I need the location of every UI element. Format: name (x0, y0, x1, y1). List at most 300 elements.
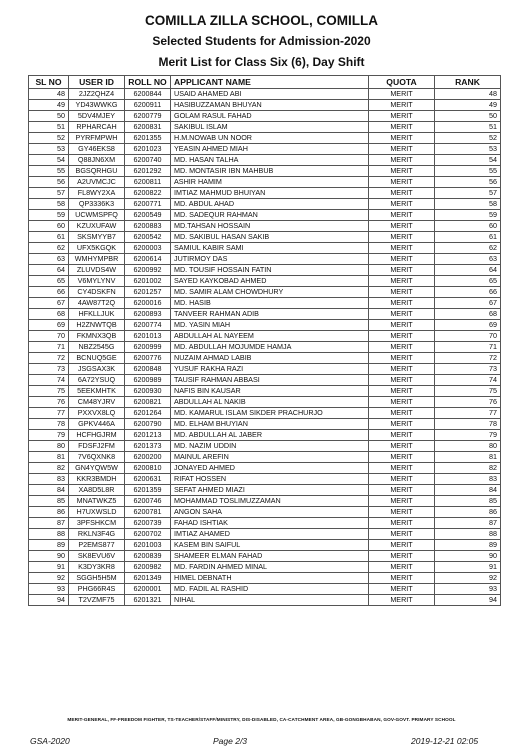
table-row (29, 111, 501, 122)
rank-cell: 85 (435, 496, 501, 507)
quota-cell: MERIT (369, 430, 435, 441)
applicant-name-cell: NUZAIM AHMAD LABIB (171, 353, 369, 364)
rank-cell: 51 (435, 122, 501, 133)
footer-document-code: GSA-2020 (30, 736, 70, 746)
quota-cell: MERIT (369, 254, 435, 265)
applicant-name-cell: HASIBUZZAMAN BHUYAN (171, 100, 369, 111)
quota-legend: MERIT-GENERAL, FF-FREEDOM FIGHTER, TS-TEACHER/STAFF/MINISTRY, DIS-DISABLED, CA-CATCHMENT AREA, GB-GONGBHABAN, GOV-GOVT. PRIMARY SCHOOL (67, 717, 456, 722)
applicant-name-cell: MD. KAMARUL ISLAM SIKDER PRACHURJO (171, 408, 369, 419)
quota-cell: MERIT (369, 232, 435, 243)
sl-no-cell: 91 (29, 562, 69, 573)
quota-cell: MERIT (369, 518, 435, 529)
sl-no-cell: 86 (29, 507, 69, 518)
quota-cell: MERIT (369, 111, 435, 122)
sl-no-cell: 71 (29, 342, 69, 353)
applicant-name-cell: MD. SAMIR ALAM CHOWDHURY (171, 287, 369, 298)
applicant-name-cell: MAINUL AREFIN (171, 452, 369, 463)
user-id-cell: GN4YQW5W (69, 463, 125, 474)
table-row (29, 507, 501, 518)
quota-cell: MERIT (369, 529, 435, 540)
table-row (29, 298, 501, 309)
table-row (29, 540, 501, 551)
user-id-cell: KZUXUFAW (69, 221, 125, 232)
sl-no-cell: 77 (29, 408, 69, 419)
table-header-row (29, 76, 501, 89)
applicant-name-cell: HIMEL DEBNATH (171, 573, 369, 584)
applicant-name-cell: MD. ELHAM BHUYIAN (171, 419, 369, 430)
roll-no-cell: 6200930 (125, 386, 171, 397)
quota-cell: MERIT (369, 441, 435, 452)
table-row (29, 155, 501, 166)
user-id-cell: HCFHGJRM (69, 430, 125, 441)
quota-cell: MERIT (369, 287, 435, 298)
sl-no-cell: 55 (29, 166, 69, 177)
applicant-name-cell: ABDULLAH AL NAYEEM (171, 331, 369, 342)
user-id-cell: 4AW87T2Q (69, 298, 125, 309)
applicant-name-cell: MD. FADIL AL RASHID (171, 584, 369, 595)
roll-no-cell: 6201264 (125, 408, 171, 419)
roll-no-cell: 6201023 (125, 144, 171, 155)
quota-cell: MERIT (369, 243, 435, 254)
sl-no-cell: 88 (29, 529, 69, 540)
rank-cell: 73 (435, 364, 501, 375)
rank-cell: 49 (435, 100, 501, 111)
table-row (29, 452, 501, 463)
applicant-name-cell: JUTIRMOY DAS (171, 254, 369, 265)
table-row (29, 485, 501, 496)
roll-no-cell: 6201257 (125, 287, 171, 298)
quota-cell: MERIT (369, 584, 435, 595)
applicant-name-cell: MD. HASAN TALHA (171, 155, 369, 166)
quota-cell: MERIT (369, 144, 435, 155)
sl-no-cell: 48 (29, 89, 69, 100)
table-row (29, 243, 501, 254)
roll-no-cell: 6200811 (125, 177, 171, 188)
roll-no-cell: 6200822 (125, 188, 171, 199)
sl-no-cell: 82 (29, 463, 69, 474)
roll-no-cell: 6200844 (125, 89, 171, 100)
sl-no-cell: 58 (29, 199, 69, 210)
applicant-name-cell: TAUSIF RAHMAN ABBASI (171, 375, 369, 386)
rank-cell: 84 (435, 485, 501, 496)
applicant-name-cell: TANVEER RAHMAN ADIB (171, 309, 369, 320)
user-id-cell: H2ZNWTQB (69, 320, 125, 331)
rank-cell: 91 (435, 562, 501, 573)
table-row (29, 353, 501, 364)
rank-cell: 53 (435, 144, 501, 155)
rank-cell: 56 (435, 177, 501, 188)
sl-no-cell: 78 (29, 419, 69, 430)
roll-no-cell: 6201359 (125, 485, 171, 496)
table-row (29, 364, 501, 375)
sl-no-cell: 80 (29, 441, 69, 452)
roll-no-cell: 6200893 (125, 309, 171, 320)
table-row (29, 221, 501, 232)
rank-cell: 83 (435, 474, 501, 485)
merit-list-title: Merit List for Class Six (6), Day Shift (158, 55, 365, 69)
applicant-name-cell: MD. ABDULLAH AL JABER (171, 430, 369, 441)
sl-no-cell: 68 (29, 309, 69, 320)
user-id-cell: JSGSAX3K (69, 364, 125, 375)
applicant-name-cell: SHAMEER ELMAN FAHAD (171, 551, 369, 562)
sl-no-cell: 56 (29, 177, 69, 188)
table-row (29, 441, 501, 452)
table-row (29, 551, 501, 562)
table-row (29, 210, 501, 221)
table-row (29, 419, 501, 430)
sl-no-cell: 87 (29, 518, 69, 529)
applicant-name-cell: RIFAT HOSSEN (171, 474, 369, 485)
table-row (29, 166, 501, 177)
user-id-cell: FL8WY2XA (69, 188, 125, 199)
quota-cell: MERIT (369, 331, 435, 342)
quota-cell: MERIT (369, 562, 435, 573)
admission-subtitle: Selected Students for Admission-2020 (152, 34, 371, 48)
roll-no-cell: 6200781 (125, 507, 171, 518)
quota-cell: MERIT (369, 122, 435, 133)
footer-page-number: Page 2/3 (213, 736, 248, 746)
user-id-cell: Q88JN6XM (69, 155, 125, 166)
roll-no-cell: 6200992 (125, 265, 171, 276)
user-id-cell: 2JZ2QHZ4 (69, 89, 125, 100)
rank-cell: 93 (435, 584, 501, 595)
table-row (29, 287, 501, 298)
applicant-name-cell: NAFIS BIN KAUSAR (171, 386, 369, 397)
rank-cell: 55 (435, 166, 501, 177)
sl-no-cell: 54 (29, 155, 69, 166)
quota-cell: MERIT (369, 221, 435, 232)
roll-no-cell: 6200790 (125, 419, 171, 430)
applicant-name-cell: MD. SAKIBUL HASAN SAKIB (171, 232, 369, 243)
applicant-name-cell: MOHAMMAD TOSLIMUZZAMAN (171, 496, 369, 507)
quota-cell: MERIT (369, 265, 435, 276)
user-id-cell: 6A72YSUQ (69, 375, 125, 386)
user-id-cell: A2UVMCJC (69, 177, 125, 188)
table-row (29, 100, 501, 111)
table-row (29, 320, 501, 331)
roll-no-cell: 6200003 (125, 243, 171, 254)
sl-no-cell: 75 (29, 386, 69, 397)
rank-cell: 94 (435, 595, 501, 606)
sl-no-cell: 64 (29, 265, 69, 276)
roll-no-cell: 6200911 (125, 100, 171, 111)
roll-no-cell: 6200542 (125, 232, 171, 243)
applicant-name-cell: ANGON SAHA (171, 507, 369, 518)
quota-cell: MERIT (369, 507, 435, 518)
roll-no-cell: 6200001 (125, 584, 171, 595)
sl-no-cell: 62 (29, 243, 69, 254)
user-id-cell: HFKLLJUK (69, 309, 125, 320)
sl-no-cell: 52 (29, 133, 69, 144)
rank-cell: 65 (435, 276, 501, 287)
rank-cell: 86 (435, 507, 501, 518)
sl-no-cell: 72 (29, 353, 69, 364)
applicant-name-cell: SEFAT AHMED MIAZI (171, 485, 369, 496)
quota-cell: MERIT (369, 386, 435, 397)
sl-no-cell: 89 (29, 540, 69, 551)
sl-no-cell: 49 (29, 100, 69, 111)
applicant-name-cell: MD. TOUSIF HOSSAIN FATIN (171, 265, 369, 276)
quota-cell: MERIT (369, 320, 435, 331)
sl-no-cell: 81 (29, 452, 69, 463)
table-row (29, 177, 501, 188)
user-id-cell: 7V6QXNK8 (69, 452, 125, 463)
table-row (29, 232, 501, 243)
quota-cell: MERIT (369, 452, 435, 463)
rank-cell: 50 (435, 111, 501, 122)
rank-cell: 61 (435, 232, 501, 243)
user-id-cell: WMHYMPBR (69, 254, 125, 265)
user-id-cell: YD43WWKG (69, 100, 125, 111)
user-id-cell: SK8EVU6V (69, 551, 125, 562)
roll-no-cell: 6200776 (125, 353, 171, 364)
quota-cell: MERIT (369, 188, 435, 199)
rank-cell: 78 (435, 419, 501, 430)
user-id-cell: GPKV446A (69, 419, 125, 430)
table-row (29, 474, 501, 485)
sl-no-cell: 51 (29, 122, 69, 133)
quota-cell: MERIT (369, 298, 435, 309)
user-id-cell: BGSQRHGU (69, 166, 125, 177)
applicant-name-cell: ABDULLAH AL NAKIB (171, 397, 369, 408)
table-row (29, 375, 501, 386)
quota-cell: MERIT (369, 496, 435, 507)
rank-cell: 70 (435, 331, 501, 342)
rank-cell: 52 (435, 133, 501, 144)
table-row (29, 463, 501, 474)
merit-list-table (28, 75, 501, 606)
roll-no-cell: 6200774 (125, 320, 171, 331)
sl-no-cell: 60 (29, 221, 69, 232)
roll-no-cell: 6200821 (125, 397, 171, 408)
sl-no-cell: 53 (29, 144, 69, 155)
col-header-applicant-name: APPLICANT NAME (171, 76, 369, 89)
roll-no-cell: 6200702 (125, 529, 171, 540)
col-header-quota: QUOTA (369, 76, 435, 89)
quota-cell: MERIT (369, 573, 435, 584)
roll-no-cell: 6200999 (125, 342, 171, 353)
sl-no-cell: 61 (29, 232, 69, 243)
table-row (29, 430, 501, 441)
rank-cell: 71 (435, 342, 501, 353)
applicant-name-cell: JONAYED AHMED (171, 463, 369, 474)
rank-cell: 59 (435, 210, 501, 221)
sl-no-cell: 63 (29, 254, 69, 265)
roll-no-cell: 6201292 (125, 166, 171, 177)
sl-no-cell: 92 (29, 573, 69, 584)
applicant-name-cell: YEASIN AHMED MIAH (171, 144, 369, 155)
table-row (29, 573, 501, 584)
roll-no-cell: 6200771 (125, 199, 171, 210)
user-id-cell: P2EMS877 (69, 540, 125, 551)
table-row (29, 254, 501, 265)
user-id-cell: XA8D5L8R (69, 485, 125, 496)
applicant-name-cell: FAHAD ISHTIAK (171, 518, 369, 529)
user-id-cell: ZLUVDS4W (69, 265, 125, 276)
rank-cell: 90 (435, 551, 501, 562)
table-row (29, 265, 501, 276)
rank-cell: 82 (435, 463, 501, 474)
sl-no-cell: 65 (29, 276, 69, 287)
applicant-name-cell: MD. FARDIN AHMED MINAL (171, 562, 369, 573)
rank-cell: 76 (435, 397, 501, 408)
user-id-cell: V6MYLYNV (69, 276, 125, 287)
quota-cell: MERIT (369, 166, 435, 177)
rank-cell: 54 (435, 155, 501, 166)
user-id-cell: KKR3BMDH (69, 474, 125, 485)
quota-cell: MERIT (369, 89, 435, 100)
roll-no-cell: 6200848 (125, 364, 171, 375)
table-row (29, 331, 501, 342)
applicant-name-cell: MD. YASIN MIAH (171, 320, 369, 331)
sl-no-cell: 59 (29, 210, 69, 221)
table-row (29, 144, 501, 155)
user-id-cell: UCWMSPFQ (69, 210, 125, 221)
user-id-cell: NBZ2545G (69, 342, 125, 353)
sl-no-cell: 90 (29, 551, 69, 562)
rank-cell: 48 (435, 89, 501, 100)
quota-cell: MERIT (369, 353, 435, 364)
applicant-name-cell: SAKIBUL ISLAM (171, 122, 369, 133)
table-row (29, 276, 501, 287)
sl-no-cell: 85 (29, 496, 69, 507)
quota-cell: MERIT (369, 551, 435, 562)
roll-no-cell: 6200740 (125, 155, 171, 166)
user-id-cell: FKMNX3QB (69, 331, 125, 342)
table-row (29, 188, 501, 199)
quota-cell: MERIT (369, 342, 435, 353)
col-header-rank: RANK (435, 76, 501, 89)
user-id-cell: MNATWKZ5 (69, 496, 125, 507)
table-row (29, 122, 501, 133)
quota-cell: MERIT (369, 485, 435, 496)
applicant-name-cell: MD. ABDUL AHAD (171, 199, 369, 210)
sl-no-cell: 84 (29, 485, 69, 496)
user-id-cell: PXXVX8LQ (69, 408, 125, 419)
rank-cell: 66 (435, 287, 501, 298)
roll-no-cell: 6201321 (125, 595, 171, 606)
roll-no-cell: 6200016 (125, 298, 171, 309)
sl-no-cell: 50 (29, 111, 69, 122)
applicant-name-cell: SAYED KAYKOBAD AHMED (171, 276, 369, 287)
table-row (29, 133, 501, 144)
roll-no-cell: 6200614 (125, 254, 171, 265)
rank-cell: 63 (435, 254, 501, 265)
applicant-name-cell: GOLAM RASUL FAHAD (171, 111, 369, 122)
quota-cell: MERIT (369, 375, 435, 386)
rank-cell: 62 (435, 243, 501, 254)
applicant-name-cell: MD. SADEQUR RAHMAN (171, 210, 369, 221)
rank-cell: 68 (435, 309, 501, 320)
user-id-cell: CM48YJRV (69, 397, 125, 408)
quota-cell: MERIT (369, 364, 435, 375)
quota-cell: MERIT (369, 133, 435, 144)
rank-cell: 89 (435, 540, 501, 551)
sl-no-cell: 79 (29, 430, 69, 441)
sl-no-cell: 74 (29, 375, 69, 386)
roll-no-cell: 6201002 (125, 276, 171, 287)
sl-no-cell: 83 (29, 474, 69, 485)
applicant-name-cell: KASEM BIN SAIFUL (171, 540, 369, 551)
quota-cell: MERIT (369, 309, 435, 320)
table-row (29, 309, 501, 320)
applicant-name-cell: IMTIAZ AHAMED (171, 529, 369, 540)
table-row (29, 496, 501, 507)
roll-no-cell: 6201349 (125, 573, 171, 584)
roll-no-cell: 6200831 (125, 122, 171, 133)
table-row (29, 584, 501, 595)
quota-cell: MERIT (369, 408, 435, 419)
quota-cell: MERIT (369, 155, 435, 166)
roll-no-cell: 6201003 (125, 540, 171, 551)
table-row (29, 529, 501, 540)
rank-cell: 75 (435, 386, 501, 397)
user-id-cell: BCNUQ5GE (69, 353, 125, 364)
quota-cell: MERIT (369, 540, 435, 551)
quota-cell: MERIT (369, 397, 435, 408)
roll-no-cell: 6201355 (125, 133, 171, 144)
rank-cell: 72 (435, 353, 501, 364)
quota-cell: MERIT (369, 463, 435, 474)
quota-cell: MERIT (369, 419, 435, 430)
user-id-cell: UFX5KGQK (69, 243, 125, 254)
roll-no-cell: 6200982 (125, 562, 171, 573)
user-id-cell: FDSFJ2FM (69, 441, 125, 452)
rank-cell: 60 (435, 221, 501, 232)
rank-cell: 77 (435, 408, 501, 419)
user-id-cell: K3DY3KR8 (69, 562, 125, 573)
table-row (29, 595, 501, 606)
quota-cell: MERIT (369, 100, 435, 111)
applicant-name-cell: MD. ABDULLAH MOJUMDE HAMJA (171, 342, 369, 353)
applicant-name-cell: SAMIUL KABIR SAMI (171, 243, 369, 254)
user-id-cell: QP3336K3 (69, 199, 125, 210)
rank-cell: 92 (435, 573, 501, 584)
rank-cell: 57 (435, 188, 501, 199)
rank-cell: 80 (435, 441, 501, 452)
user-id-cell: T2VZMF75 (69, 595, 125, 606)
user-id-cell: RPHARCAH (69, 122, 125, 133)
applicant-name-cell: MD. NAZIM UDDIN (171, 441, 369, 452)
roll-no-cell: 6200810 (125, 463, 171, 474)
rank-cell: 58 (435, 199, 501, 210)
roll-no-cell: 6200631 (125, 474, 171, 485)
roll-no-cell: 6200200 (125, 452, 171, 463)
user-id-cell: SKSMYYB7 (69, 232, 125, 243)
table-row (29, 408, 501, 419)
user-id-cell: 5EEKMHTK (69, 386, 125, 397)
sl-no-cell: 57 (29, 188, 69, 199)
table-body (29, 89, 501, 606)
user-id-cell: 3PFSHKCM (69, 518, 125, 529)
roll-no-cell: 6200839 (125, 551, 171, 562)
sl-no-cell: 66 (29, 287, 69, 298)
applicant-name-cell: IMTIAZ MAHMUD BHUIYAN (171, 188, 369, 199)
sl-no-cell: 93 (29, 584, 69, 595)
sl-no-cell: 70 (29, 331, 69, 342)
roll-no-cell: 6200883 (125, 221, 171, 232)
roll-no-cell: 6201213 (125, 430, 171, 441)
roll-no-cell: 6200549 (125, 210, 171, 221)
rank-cell: 69 (435, 320, 501, 331)
school-name-heading: COMILLA ZILLA SCHOOL, COMILLA (145, 13, 378, 28)
sl-no-cell: 94 (29, 595, 69, 606)
roll-no-cell: 6201013 (125, 331, 171, 342)
quota-cell: MERIT (369, 595, 435, 606)
applicant-name-cell: H.M.NOWAB UN NOOR (171, 133, 369, 144)
table-row (29, 89, 501, 100)
roll-no-cell: 6200746 (125, 496, 171, 507)
